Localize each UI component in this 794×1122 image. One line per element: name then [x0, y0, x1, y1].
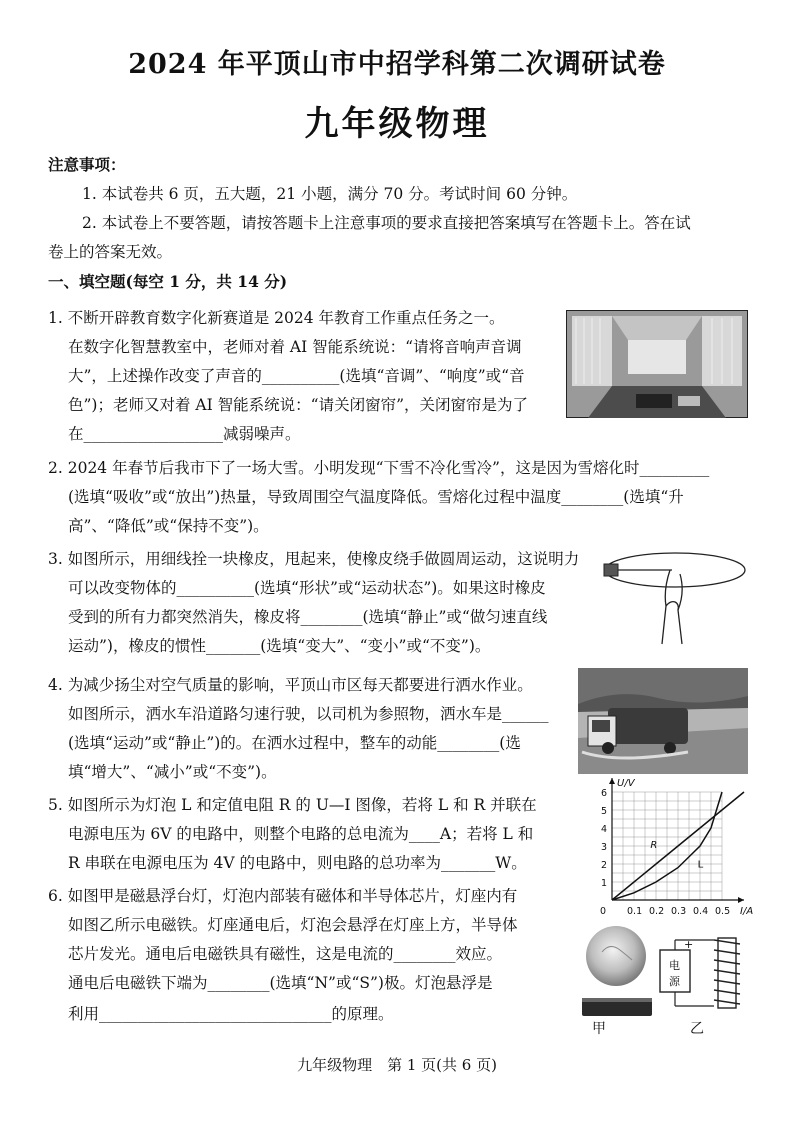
- y-tick-label: 3: [601, 842, 608, 853]
- exam-title: 2024 年平顶山市中招学科第二次调研试卷: [128, 49, 666, 80]
- series-label-L: L: [697, 859, 704, 871]
- x-axis-arrow: [738, 897, 744, 903]
- q4-line-2: 如图所示，洒水车沿道路匀速行驶，以司机为参照物，洒水车是______: [68, 705, 549, 723]
- y-tick-label: 1: [601, 878, 608, 889]
- q5-line-2: 电源电压为 6V 的电路中，则整个电路的总电流为____A；若将 L 和: [68, 825, 534, 843]
- maglev-lamp-figure: [580, 922, 656, 1020]
- y-tick-label: 6: [601, 788, 608, 799]
- exam-subtitle: 九年级物理: [304, 104, 490, 144]
- figure-b-caption: 乙: [690, 1021, 704, 1037]
- classroom-photo: [566, 310, 748, 418]
- q2-line-1: 2. 2024 年春节后我市下了一场大雪。小明发现“下雪不冷化雪冷”，这是因为雪熔化时_________: [48, 459, 710, 477]
- q2-line-2: (选填“吸收”或“放出”)热量，导致周围空气温度降低。雪熔化过程中温度________(选填“升: [68, 488, 684, 506]
- q3-line-2: 可以改变物体的__________(选填“形状”或“运动状态”)。如果这时橡皮: [68, 579, 546, 597]
- q5-line-3: R 串联在电源电压为 4V 的电路中，则电路的总功率为_______W。: [68, 854, 527, 872]
- electromagnet-circuit-figure: [656, 936, 752, 1012]
- q6-line-5: 利用______________________________的原理。: [68, 1005, 394, 1023]
- x-tick-label: 0.1: [627, 906, 643, 916]
- notice-line-1: 1. 本试卷共 6 页，五大题，21 小题，满分 70 分。考试时间 60 分钟。: [82, 185, 578, 203]
- q3-line-3: 受到的所有力都突然消失，橡皮将________(选填“静止”或“做匀速直线: [68, 608, 548, 626]
- sprinkler-truck-photo: [578, 668, 748, 774]
- q3-line-1: 3. 如图所示，用细线拴一块橡皮，甩起来，使橡皮绕手做圆周运动，这说明力: [48, 550, 580, 568]
- notice-heading: 注意事项：: [48, 155, 126, 174]
- power-source-label-1: 电: [669, 959, 680, 972]
- q6-line-1: 6. 如图甲是磁悬浮台灯，灯泡内部装有磁体和半导体芯片，灯座内有: [48, 887, 518, 905]
- section-heading: 一、填空题(每空 1 分，共 14 分): [48, 272, 288, 291]
- y-axis-arrow: [609, 778, 615, 784]
- q1-line-1: 1. 不断开辟教育数字化新赛道是 2024 年教育工作重点任务之一。: [48, 309, 505, 327]
- eraser-circle-figure: [600, 548, 750, 646]
- q3-line-4: 运动”)，橡皮的惯性_______(选填“变大”、“变小”或“不变”)。: [68, 637, 491, 655]
- q1-line-3: 大”，上述操作改变了声音的__________(选填“音调”、“响度”或“音: [68, 367, 525, 385]
- x-tick-label: 0.5: [715, 906, 731, 916]
- series-label-R: R: [650, 839, 658, 851]
- power-source-label-2: 源: [669, 975, 680, 988]
- u-i-chart: [596, 776, 768, 916]
- x-axis-label: I/A: [740, 906, 754, 916]
- q4-line-3: (选填“运动”或“静止”)的。在洒水过程中，整车的动能________(选: [68, 734, 521, 752]
- q4-line-4: 填“增大”、“减小”或“不变”)。: [68, 763, 277, 781]
- q6-line-3: 芯片发光。通电后电磁铁具有磁性，这是电流的________效应。: [68, 945, 503, 963]
- figure-a-caption: 甲: [592, 1021, 606, 1037]
- x-tick-label: 0.2: [649, 906, 665, 916]
- x-tick-label: 0: [600, 906, 607, 916]
- q2-line-3: 高”、“降低”或“保持不变”)。: [68, 517, 269, 535]
- y-axis-label: U/V: [617, 778, 635, 789]
- notice-line-2b: 卷上的答案无效。: [48, 243, 173, 261]
- q6-line-2: 如图乙所示电磁铁。灯座通电后，灯泡会悬浮在灯座上方，半导体: [68, 916, 518, 934]
- plus-sign: +: [684, 938, 694, 951]
- x-tick-label: 0.4: [693, 906, 709, 916]
- notice-line-2a: 2. 本试卷上不要答题，请按答题卡上注意事项的要求直接把答案填写在答题卡上。答在试: [82, 214, 691, 232]
- q1-line-2: 在数字化智慧教室中，老师对着 AI 智能系统说：“请将音响声音调: [68, 338, 522, 356]
- y-tick-label: 2: [601, 860, 608, 871]
- q1-line-5: 在__________________减弱噪声。: [68, 425, 301, 443]
- q4-line-1: 4. 为减少扬尘对空气质量的影响，平顶山市区每天都要进行洒水作业。: [48, 676, 533, 694]
- x-tick-label: 0.3: [671, 906, 687, 916]
- q1-line-4: 色”)；老师又对着 AI 智能系统说：“请关闭窗帘”，关闭窗帘是为了: [68, 396, 528, 414]
- y-tick-label: 5: [601, 806, 608, 817]
- page-footer: 九年级物理 第 1 页(共 6 页): [297, 1056, 497, 1074]
- q6-line-4: 通电后电磁铁下端为________(选填“N”或“S”)极。灯泡悬浮是: [68, 974, 493, 992]
- y-tick-label: 4: [601, 824, 608, 835]
- q5-line-1: 5. 如图所示为灯泡 L 和定值电阻 R 的 U—I 图像，若将 L 和 R 并联在: [48, 796, 537, 814]
